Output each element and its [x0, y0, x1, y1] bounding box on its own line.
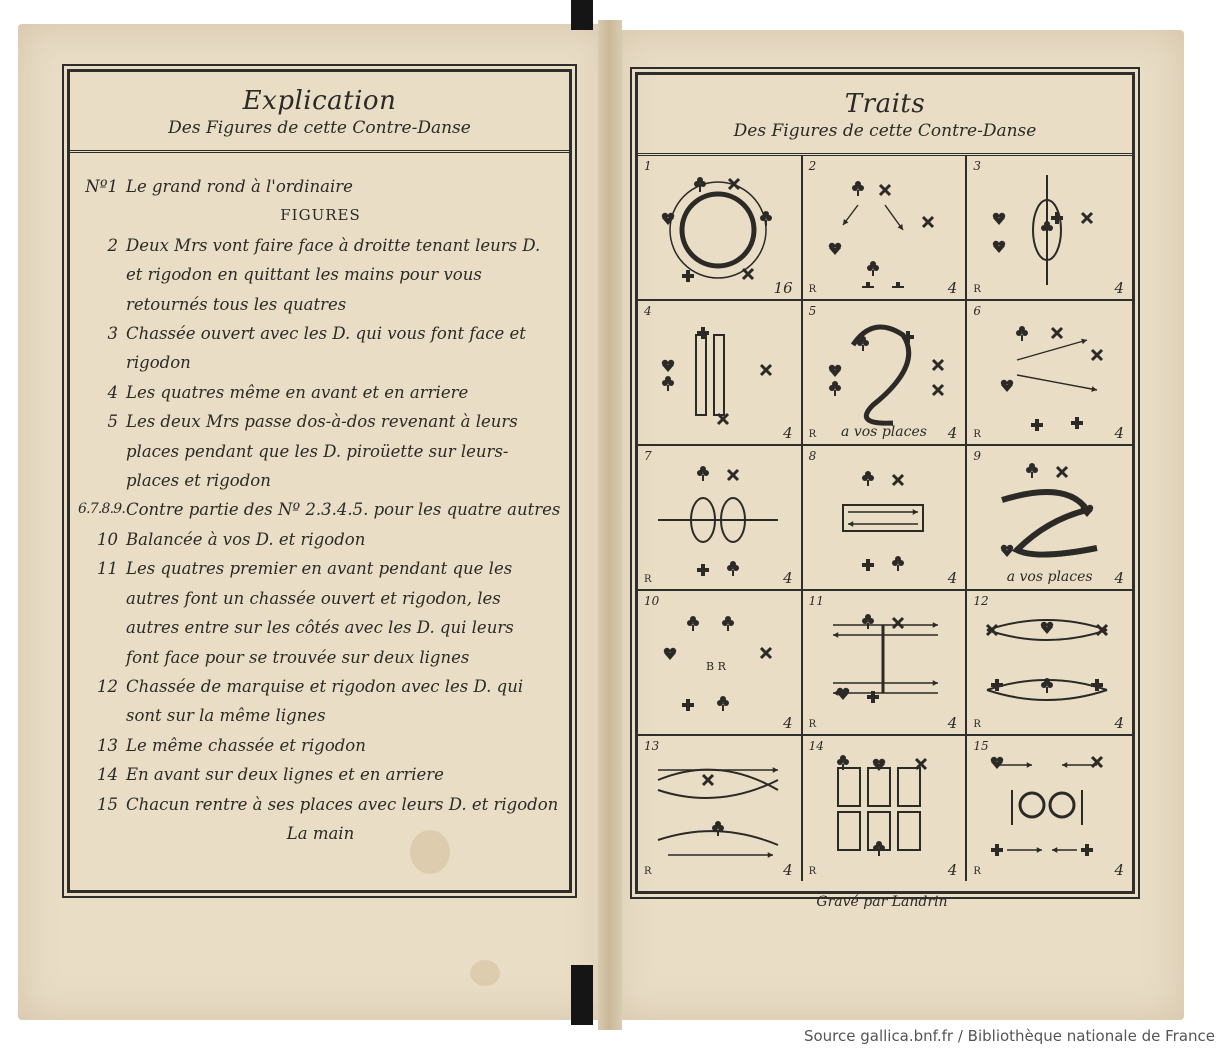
figure-number: 12 — [97, 676, 118, 696]
figure-explanation-text: Chacun rentre à ses places avec leurs D. et rigodon — [126, 794, 559, 814]
traits-header — [638, 75, 1132, 156]
closing-line — [78, 819, 563, 848]
source-credit: Source gallica.bnf.fr / Bibliothèque nationale de France — [803, 1027, 1215, 1045]
figure-explanation-text: Chassée de marquise et rigodon avec les D. qui — [126, 676, 524, 696]
bookmark-ribbon-top — [571, 0, 593, 30]
figure-cell-number: 7 — [644, 449, 652, 463]
figure-number: 6.7.8.9. — [78, 501, 126, 518]
figure-explanation-line — [78, 231, 563, 260]
figure-diagram-cell — [638, 301, 803, 446]
dance-figure-drawing — [977, 315, 1117, 433]
figure-explanation-line — [78, 672, 563, 701]
figure-number: 15 — [97, 794, 118, 814]
rigodon-mark: R — [808, 719, 817, 730]
figure-diagram-cell — [803, 156, 968, 301]
rigodon-mark: R — [644, 866, 652, 877]
figure-explanation-text: Les deux Mrs passe dos-à-dos revenant à leurs — [126, 412, 518, 432]
bookmark-ribbon-bottom — [571, 965, 593, 1025]
engraver-credit: Gravé par Landrin — [816, 894, 948, 910]
figure-explanation-line — [78, 495, 563, 524]
measure-count: 16 — [773, 279, 793, 297]
rigodon-mark: R — [808, 429, 817, 440]
dance-figure-drawing — [977, 460, 1117, 578]
figure-explanation-line — [78, 378, 563, 407]
figure-explanation-line — [78, 466, 563, 495]
figure-number — [78, 466, 126, 495]
closing-text: La main — [286, 823, 355, 843]
section-heading-text: FIGURES — [280, 206, 361, 225]
figure-explanation-line — [78, 701, 563, 730]
figure-number — [78, 348, 126, 377]
figure-explanation-line — [78, 584, 563, 613]
figure-diagram-cell — [967, 591, 1132, 736]
figure-diagram-grid — [638, 156, 1132, 881]
figure-explanation-text: places et rigodon — [126, 471, 271, 491]
figure-explanation-text: Les quatres même en avant et en arriere — [126, 382, 469, 402]
explication-subtitle: Des Figures de cette Contre-Danse — [168, 118, 471, 138]
figure-explanation-line — [78, 731, 563, 760]
figure-explanation-text: Deux Mrs vont faire face à droitte tenant leurs D. — [126, 235, 541, 255]
figure-annotation: a vos places — [841, 424, 927, 440]
measure-count: 4 — [1114, 714, 1124, 732]
figure-explanation-line — [78, 643, 563, 672]
figure-number: 13 — [97, 735, 118, 755]
figure-explanation-text: En avant sur deux lignes et en arriere — [126, 765, 444, 785]
measure-count: 4 — [1114, 569, 1124, 587]
dance-figure-drawing — [648, 750, 788, 868]
dance-figure-drawing — [977, 750, 1117, 868]
svg-text:B R: B R — [706, 660, 726, 673]
dance-figure-drawing — [813, 605, 953, 723]
figure-number: 4 — [107, 382, 118, 402]
measure-count: 4 — [947, 424, 958, 442]
rigodon-mark: R — [808, 284, 817, 295]
figure-cell-number: 2 — [808, 159, 817, 173]
dance-figure-drawing — [813, 750, 953, 868]
traits-frame — [635, 72, 1135, 894]
figure-explanation-text: Le grand rond à l'ordinaire — [126, 177, 353, 196]
measure-count: 4 — [783, 424, 793, 442]
figure-explanation-text: Contre partie des Nº 2.3.4.5. pour les quatre autres — [126, 500, 561, 520]
figure-diagram-cell — [967, 736, 1132, 881]
measure-count: 4 — [947, 569, 958, 587]
explication-header — [70, 72, 569, 153]
dance-figure-drawing — [813, 460, 953, 578]
figure-diagram-cell — [967, 301, 1132, 446]
figure-explanation-line — [78, 290, 563, 319]
figure-cell-number: 13 — [644, 739, 660, 753]
figure-cell-number: 12 — [973, 594, 989, 608]
measure-count: 4 — [947, 861, 958, 879]
measure-count: 4 — [783, 861, 793, 879]
figure-explanation-text: Chassée ouvert avec les D. qui vous font face et — [126, 324, 526, 344]
explication-list — [78, 172, 563, 848]
figure-explanation-text: font face pour se trouvée sur deux lignes — [126, 647, 470, 667]
figure-explanation-text: Les quatres premier en avant pendant que les — [126, 559, 513, 579]
figure-number: 14 — [97, 765, 118, 785]
figure-cell-number: 15 — [973, 739, 989, 753]
paper-stain — [470, 960, 500, 986]
figure-cell-number: 4 — [644, 304, 652, 318]
figure-explanation-line — [78, 790, 563, 819]
measure-count: 4 — [783, 569, 793, 587]
figure-number — [78, 290, 126, 319]
figure-explanation-line — [78, 319, 563, 348]
figure-cell-number: 8 — [808, 449, 817, 463]
figure-diagram-cell — [638, 736, 803, 881]
dance-figure-drawing — [648, 460, 788, 578]
figure-explanation-line — [78, 760, 563, 789]
rigodon-mark: R — [973, 866, 981, 877]
figure-explanation-text: autres entre sur les côtés avec les D. qui leurs — [126, 618, 514, 638]
rigodon-mark: R — [644, 574, 652, 585]
figure-cell-number: 6 — [973, 304, 981, 318]
measure-count: 4 — [783, 714, 793, 732]
figure-explanation-text: sont sur la même lignes — [126, 706, 326, 726]
rigodon-mark: R — [973, 284, 981, 295]
figure-number — [78, 260, 126, 289]
figure-cell-number: 3 — [973, 159, 981, 173]
dance-figure-drawing — [977, 170, 1117, 288]
figure-diagram-cell — [803, 301, 968, 446]
figure-number: 10 — [97, 529, 118, 549]
measure-count: 4 — [947, 279, 958, 297]
dance-figure-drawing — [813, 315, 953, 433]
section-heading — [78, 201, 563, 230]
figure-number: 2 — [107, 235, 118, 255]
book-gutter — [598, 20, 622, 1030]
figure-explanation-text: places pendant que les D. piroüette sur leurs- — [126, 441, 509, 461]
figure-annotation: a vos places — [1006, 569, 1093, 585]
figure-explanation-line — [78, 407, 563, 436]
figure-cell-number: 11 — [808, 594, 824, 608]
figure-number: 5 — [107, 412, 118, 432]
figure-diagram-cell — [638, 446, 803, 591]
traits-title: Traits — [844, 89, 926, 119]
figure-cell-number: 9 — [973, 449, 981, 463]
figure-diagram-cell — [803, 736, 968, 881]
figure-diagram-cell — [803, 591, 968, 736]
traits-subtitle: Des Figures de cette Contre-Danse — [733, 121, 1037, 141]
figure-explanation-text: autres font un chassée ouvert et rigodon, les — [126, 588, 501, 608]
figure-explanation-line — [78, 613, 563, 642]
dance-figure-drawing — [977, 605, 1117, 723]
figure-number — [78, 584, 126, 613]
explication-title: Explication — [242, 86, 397, 116]
figure-cell-number: 1 — [644, 159, 652, 173]
rigodon-mark: R — [973, 719, 981, 730]
figure-explanation-text: retournés tous les quatres — [126, 294, 347, 314]
figure-diagram-cell — [967, 156, 1132, 301]
figure-number — [78, 701, 126, 730]
measure-count: 4 — [947, 714, 958, 732]
dance-figure-drawing — [648, 605, 788, 723]
dance-figure-drawing — [648, 170, 788, 288]
figure-diagram-cell — [638, 156, 803, 301]
figure-number: 3 — [107, 324, 118, 344]
measure-count: 4 — [1114, 279, 1124, 297]
measure-count: 4 — [1114, 424, 1124, 442]
figure-explanation-line — [78, 348, 563, 377]
figure-explanation-line — [78, 260, 563, 289]
dance-figure-drawing — [813, 170, 953, 288]
figure-number — [78, 643, 126, 672]
figure-explanation-text: Balancée à vos D. et rigodon — [126, 529, 366, 549]
figure-explanation-line — [78, 437, 563, 466]
figure-number — [78, 437, 126, 466]
figure-cell-number: 14 — [808, 739, 824, 753]
figure-diagram-cell — [967, 446, 1132, 591]
rigodon-mark: R — [973, 429, 981, 440]
figure-explanation-text: et rigodon en quittant les mains pour vous — [126, 265, 482, 285]
figure-explanation-line — [78, 525, 563, 554]
figure-explanation-line — [78, 172, 563, 201]
figure-cell-number: 5 — [808, 304, 817, 318]
figure-number: 11 — [97, 559, 118, 579]
rigodon-mark: R — [808, 866, 817, 877]
dance-figure-drawing — [648, 315, 788, 433]
measure-count: 4 — [1114, 861, 1124, 879]
figure-diagram-cell — [803, 446, 968, 591]
figure-explanation-line — [78, 554, 563, 583]
figure-explanation-text: Le même chassée et rigodon — [126, 735, 366, 755]
figure-explanation-text: rigodon — [126, 353, 191, 373]
figure-number: Nº1 — [85, 177, 118, 196]
figure-number — [78, 613, 126, 642]
figure-cell-number: 10 — [644, 594, 660, 608]
figure-diagram-cell — [638, 591, 803, 736]
explication-frame — [67, 69, 572, 893]
